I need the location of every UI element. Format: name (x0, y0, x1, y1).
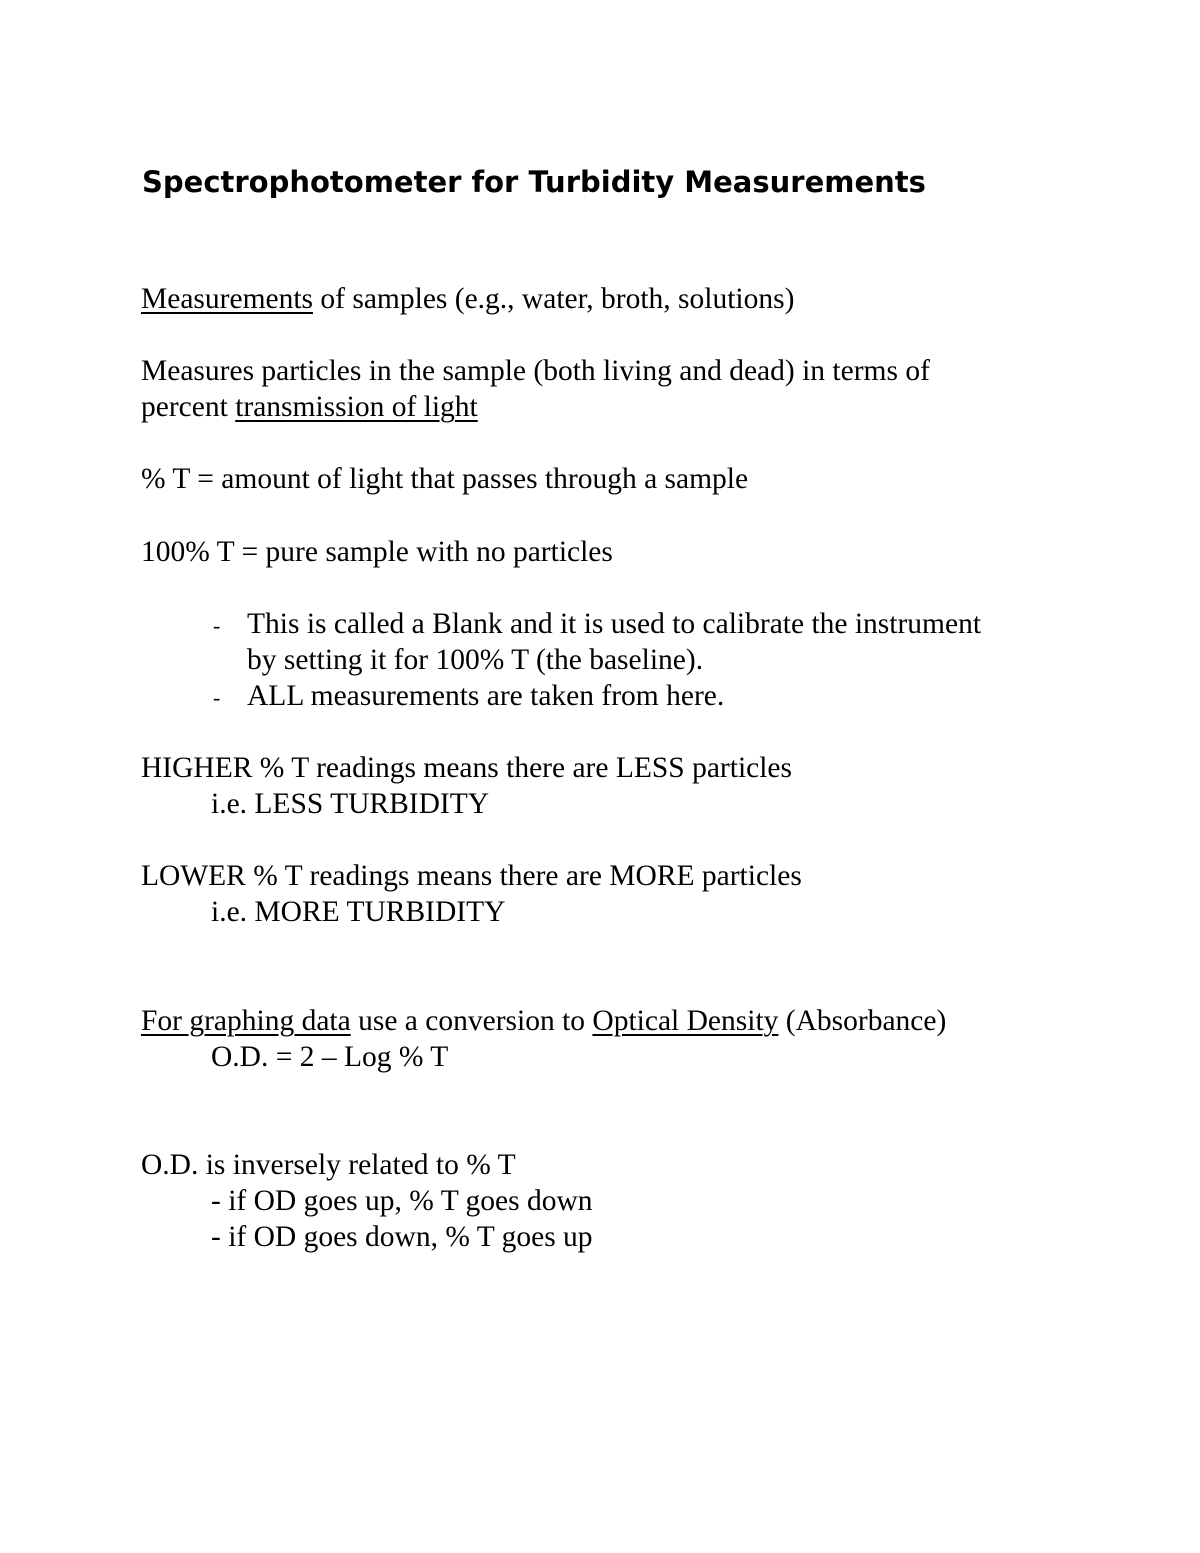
inverse-line-3: - if OD goes down, % T goes up (211, 1221, 593, 1253)
particles-prefix: percent (141, 391, 236, 423)
higher-line-2: i.e. LESS TURBIDITY (211, 788, 490, 820)
blank-bullet-2: ALL measurements are taken from here. (247, 680, 725, 712)
graphing-end: (Absorbance) (778, 1005, 947, 1037)
measurements-text: of samples (e.g., water, broth, solutions) (313, 283, 795, 315)
bullet-dash-1: - (213, 613, 221, 638)
hundred-percent-line: 100% T = pure sample with no particles (141, 536, 613, 568)
graphing-middle: use a conversion to (350, 1005, 593, 1037)
blank-bullet-1-line-1: This is called a Blank and it is used to calibrate the instrument (247, 608, 982, 640)
document-title: Spectrophotometer for Turbidity Measurements (142, 165, 926, 199)
particles-line-2 (141, 389, 478, 425)
measurements-line (141, 281, 794, 317)
higher-line-1: HIGHER % T readings means there are LESS particles (141, 752, 793, 784)
blank-bullet-1-line-2: by setting it for 100% T (the baseline). (247, 644, 704, 676)
od-formula: O.D. = 2 – Log % T (211, 1041, 449, 1073)
optical-density-term: Optical Density (592, 1005, 779, 1037)
lower-line-2: i.e. MORE TURBIDITY (211, 896, 506, 928)
lower-line-1: LOWER % T readings means there are MORE particles (141, 860, 802, 892)
transmission-of-light-term: transmission of light (235, 391, 478, 423)
percent-t-definition: % T = amount of light that passes through a sample (141, 463, 749, 495)
inverse-line-2: - if OD goes up, % T goes down (211, 1185, 593, 1217)
measurements-label: Measurements (141, 283, 314, 315)
particles-line-1: Measures particles in the sample (both living and dead) in terms of (141, 355, 930, 387)
graphing-line (141, 1003, 946, 1039)
graphing-label: For graphing data (141, 1005, 351, 1037)
inverse-line-1: O.D. is inversely related to % T (141, 1149, 516, 1181)
bullet-dash-2: - (213, 685, 221, 710)
